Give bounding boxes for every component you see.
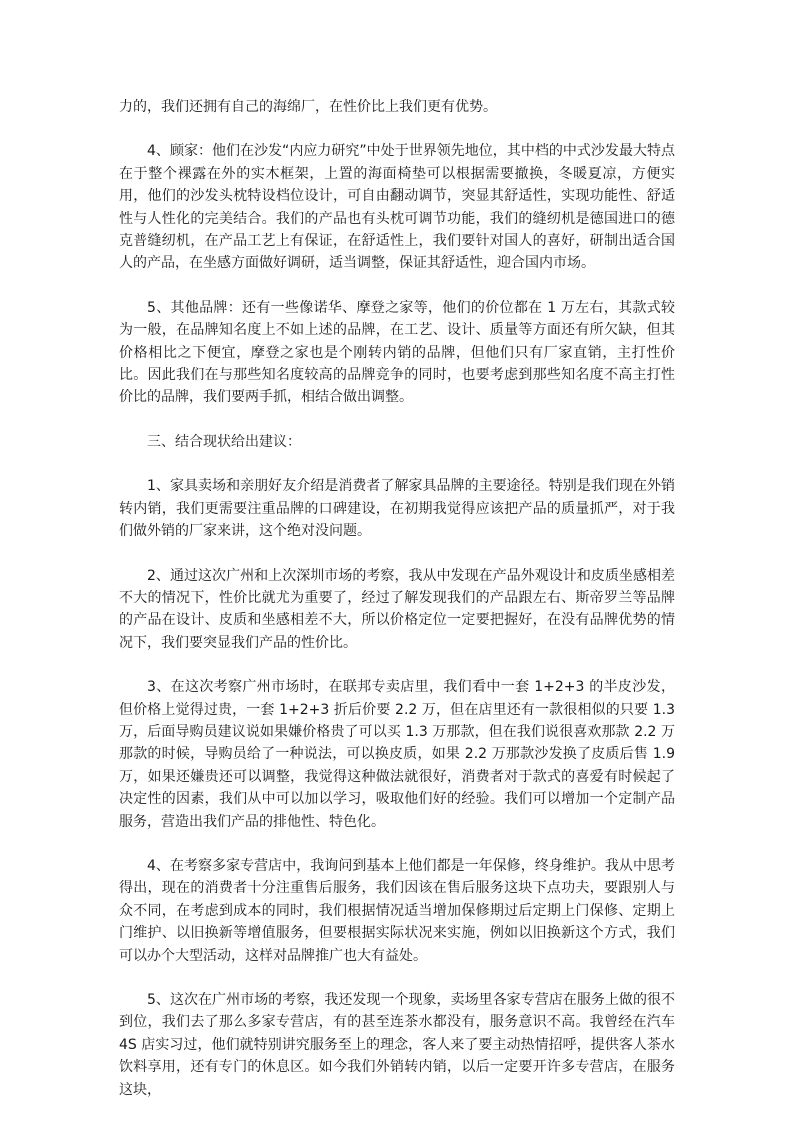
paragraph-suggestion-3: 3、在这次考察广州市场时，在联邦专卖店里，我们看中一套 1+2+3 的半皮沙发，但价格上觉得过贵，一套 1+2+3 折后价要 2.2 万，但在店里还有一款很相似的只要 1.3 万，后面导购员建议说如果嫌价格贵了可以买 1.3 万那款，但在我们说很喜欢那款 2.2 万那款的时候，导购员给了一种说法，可以换皮质，如果 2.2 万那款沙发换了皮质后售 1.9 万，如果还嫌贵还可以调整，我觉得这种做法就很好，消费者对于款式的喜爱有时候起了决定性的因素，我们从中可以加以学习，吸取他们好的经验。我们可以增加一个定制产品服务，营造出我们产品的排他性、特色化。	[119, 679, 675, 830]
paragraph-suggestion-5: 5、这次在广州市场的考察，我还发现一个现象，卖场里各家专营店在服务上做的很不到位，我们去了那么多家专营店，有的甚至连茶水都没有，服务意识不高。我曾经在汽车 4S 店实习过，他们就特别讲究服务至上的理念，客人来了要主动热情招呼，提供客人茶水饮料享用，还有专门的休息区。如今我们外销转内销，以后一定要开许多专营店，在服务这块，	[119, 992, 675, 1098]
section-heading-suggestions: 三、结合现状给出建议：	[147, 433, 301, 450]
paragraph-continuation: 力的，我们还拥有自己的海绵厂，在性价比上我们更有优势。	[119, 99, 497, 115]
paragraph-suggestion-4: 4、在考察多家专营店中，我询问到基本上他们都是一年保修，终身维护。我从中思考得出，现在的消费者十分注重售后服务，我们因该在售后服务这块下点功夫，要跟别人与众不同，在考虑到成本的同时，我们根据情况适当增加保修期过后定期上门保修、定期上门维护、以旧换新等增值服务，但要根据实际状况来实施，例如以旧换新这个方式，我们可以办个大型活动，这样对品牌推广也大有益处。	[119, 857, 675, 964]
paragraph-other-brands: 5、其他品牌：还有一些像诺华、摩登之家等，他们的价位都在 1 万左右，其款式较为一般，在品牌知名度上不如上述的品牌，在工艺、设计、质量等方面还有所欠缺，但其价格相比之下便宜，摩登之家也是个刚转内销的品牌，但他们只有厂家直销，主打性价比。因此我们在与那些知名度较高的品牌竞争的同时，也要考虑到那些知名度不高主打性价比的品牌，我们要两手抓，相结合做出调整。	[119, 299, 675, 406]
document-page	[119, 96, 675, 1123]
paragraph-suggestion-1: 1、家具卖场和亲朋好友介绍是消费者了解家具品牌的主要途径。特别是我们现在外销转内销，我们更需要注重品牌的口碑建设，在初期我觉得应该把产品的质量抓严，对于我们做外销的厂家来讲，这个绝对没问题。	[119, 478, 675, 540]
paragraph-gujia: 4、顾家：他们在沙发“内应力研究”中处于世界领先地位，其中档的中式沙发最大特点在于整个裸露在外的实木框架，上置的海面椅垫可以根据需要撤换，冬暖夏凉，方便实用，他们的沙发头枕特设档位设计，可自由翻动调节，突显其舒适性，实现功能性、舒适性与人性化的完美结合。我们的产品也有头枕可调节功能，我们的缝纫机是德国进口的德克普缝纫机，在产品工艺上有保证，在舒适性上，我们要针对国人的喜好，研制出适合国人的产品，在坐感方面做好调研，适当调整，保证其舒适性，迎合国内市场。	[119, 143, 675, 272]
paragraph-suggestion-2: 2、通过这次广州和上次深圳市场的考察，我从中发现在产品外观设计和皮质坐感相差不大的情况下，性价比就尤为重要了，经过了解发现我们的产品跟左右、斯帝罗兰等品牌的产品在设计、皮质和坐感相差不大，所以价格定位一定要把握好，在没有品牌优势的情况下，我们要突显我们产品的性价比。	[119, 567, 675, 651]
